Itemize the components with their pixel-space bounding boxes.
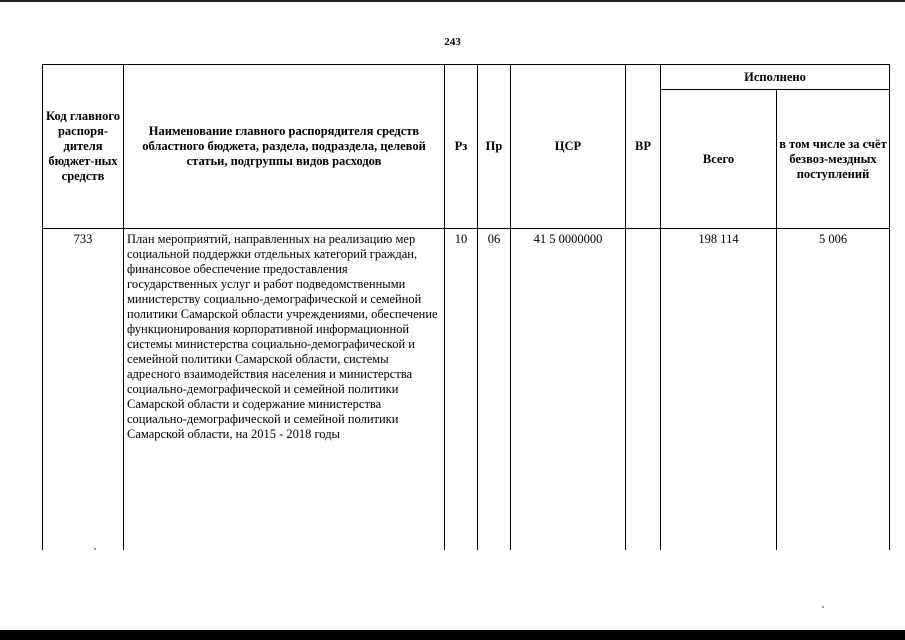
header-code: Код главного распоря-дителя бюджет-ных средств (43, 65, 124, 229)
cell-name: План мероприятий, направленных на реализацию мер социальной поддержки отдельных категорий граждан, финансовое обеспечение предоставления государственных услуг и работ подведомственными министерству социально-демографической и семейной политики Самарской области учреждениями, обеспечение функционирования корпоративной информационной системы министерства социально-демографической и семейной политики Самарской области, системы адресного взаимодействия населения и министерства социально-демографической и семейной политики Самарской области и содержание министерства социально-демографической и семейной политики Самарской области, на 2015 - 2018 годы (124, 229, 445, 551)
page-bottom-edge (0, 630, 905, 640)
cell-code: 733 (43, 229, 124, 551)
cell-pr: 06 (478, 229, 511, 551)
cell-vr (626, 229, 661, 551)
cell-incl-free: 5 006 (777, 229, 890, 551)
header-incl-free: в том числе за счёт безвоз-мездных поступлений (777, 90, 890, 229)
header-name: Наименование главного распорядителя средств областного бюджета, раздела, подраздела, целевой статьи, подгруппы видов расходов (124, 65, 445, 229)
header-executed: Исполнено (661, 65, 890, 90)
header-csr: ЦСР (511, 65, 626, 229)
cell-rz: 10 (445, 229, 478, 551)
cell-total: 198 114 (661, 229, 777, 551)
table-row (43, 229, 890, 551)
header-pr: Пр (478, 65, 511, 229)
header-total: Всего (661, 90, 777, 229)
page-number: 243 (444, 36, 461, 48)
scan-speck (822, 606, 824, 608)
budget-table (42, 64, 890, 550)
header-vr: ВР (626, 65, 661, 229)
page-top-edge (0, 0, 905, 2)
cell-csr: 41 5 0000000 (511, 229, 626, 551)
scan-speck (94, 548, 96, 550)
header-rz: Рз (445, 65, 478, 229)
